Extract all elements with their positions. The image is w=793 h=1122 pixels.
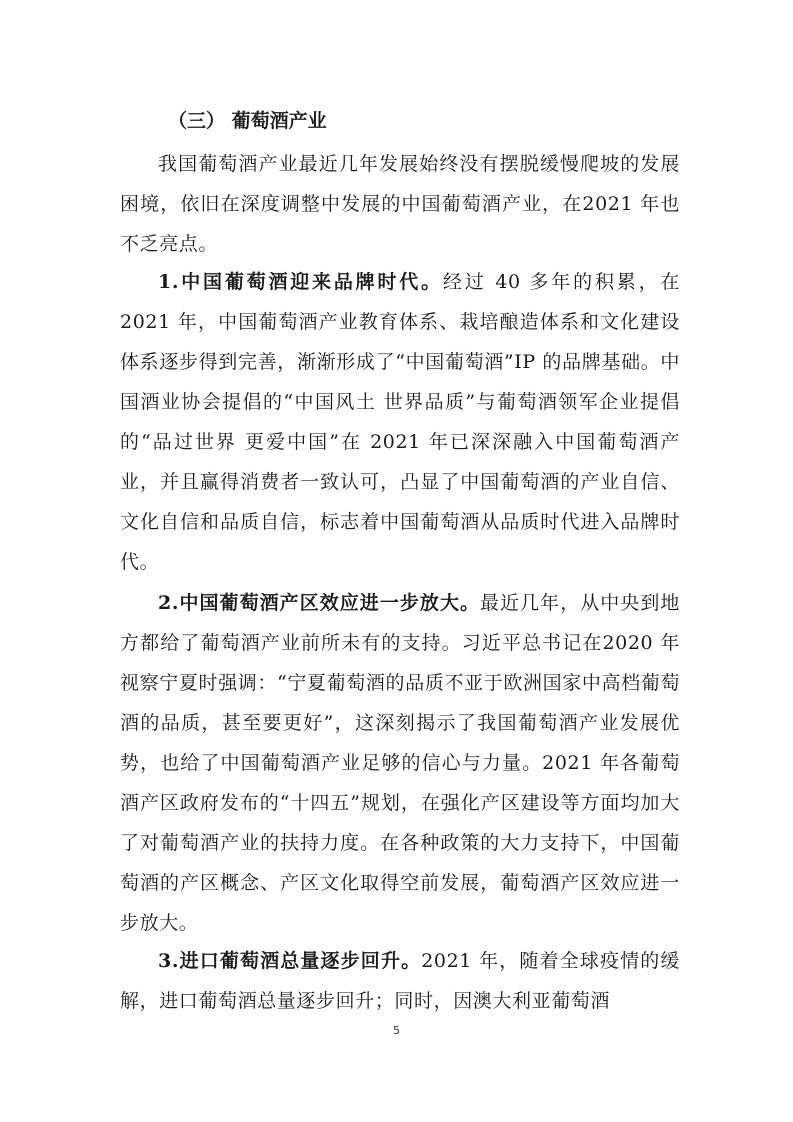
paragraph-imports (120, 941, 680, 1021)
paragraph-lead: 3.进口葡萄酒总量逐步回升。 (158, 950, 422, 972)
section-heading: （三） 葡萄酒产业 (168, 110, 327, 132)
paragraph-brand-era (120, 262, 680, 582)
paragraph-lead: 2.中国葡萄酒产区效应进一步放大。 (158, 592, 481, 614)
paragraph-text: 经过 40 多年的积累，在2021 年，中国葡萄酒产业教育体系、栽培酿造体系和文化建设体系逐步得到完善，渐渐形成了“中国葡萄酒”IP 的品牌基础。中国酒业协会提倡的“中国风土 世界品质”与葡萄酒领军企业提倡的“品过世界 更爱中国”在 2021 年已深深融入中国葡萄酒产业，并且赢得消费者一致认可，凸显了中国葡萄酒的产业自信、文化自信和品质自信，标志着中国葡萄酒从品质时代进入品牌时代。 (120, 271, 680, 573)
paragraph-region-effect (120, 583, 680, 943)
paragraph-text: 我国葡萄酒产业最近几年发展始终没有摆脱缓慢爬坡的发展困境，依旧在深度调整中发展的中国葡萄酒产业，在2021 年也不乏亮点。 (120, 153, 680, 255)
paragraph-lead: 1.中国葡萄酒迎来品牌时代。 (158, 271, 443, 293)
paragraph-text: 最近几年，从中央到地方都给了葡萄酒产业前所未有的支持。习近平总书记在2020 年视察宁夏时强调：“宁夏葡萄酒的品质不亚于欧洲国家中高档葡萄酒的品质，甚至要更好”，这深刻揭示了我国葡萄酒产业发展优势，也给了中国葡萄酒产业足够的信心与力量。2021 年各葡萄酒产区政府发布的“十四五”规划，在强化产区建设等方面均加大了对葡萄酒产业的扶持力度。在各种政策的大力支持下，中国葡萄酒的产区概念、产区文化取得空前发展，葡萄酒产区效应进一步放大。 (120, 592, 680, 934)
paragraph-intro (120, 144, 680, 264)
paragraph-text: 2021 年，随着全球疫情的缓解，进口葡萄酒总量逐步回升；同时，因澳大利亚葡萄酒 (120, 950, 680, 1012)
page-number: 5 (393, 1024, 400, 1037)
